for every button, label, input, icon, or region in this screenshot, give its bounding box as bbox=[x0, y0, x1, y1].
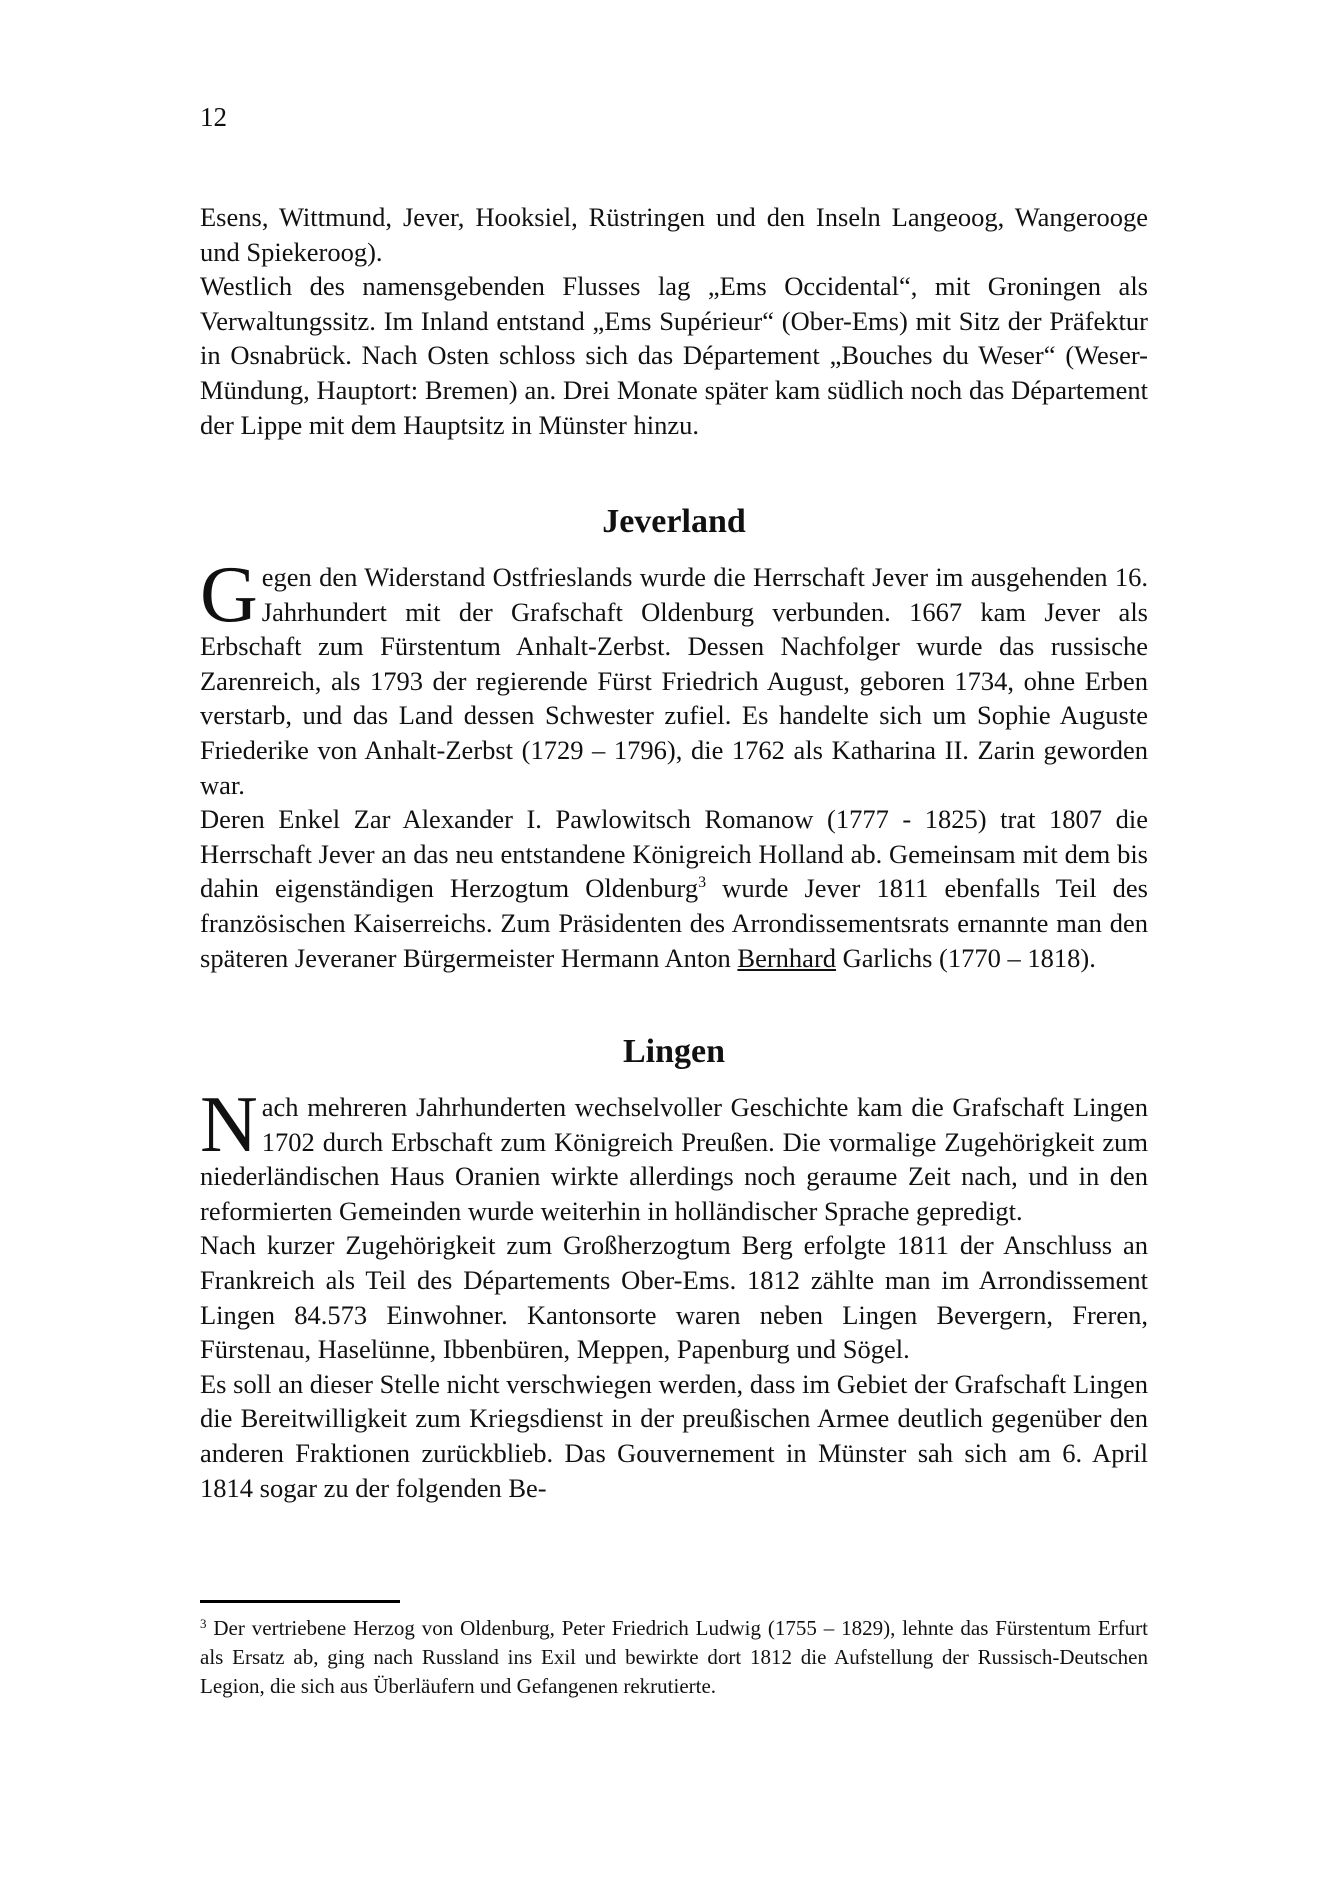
drop-cap: N bbox=[200, 1081, 258, 1169]
section-paragraph bbox=[200, 1081, 1148, 1228]
footnote-3 bbox=[200, 1614, 1148, 1701]
intro-paragraph: Westlich des namensgebenden Flusses lag „Ems Occidental“, mit Groningen als Verwaltungssitz. Im Inland entstand „Ems Supérieur“ (Ober-Ems) mit Sitz der Präfektur in Osnabrück. Nach Osten schloss sich das Département „Bouches du Weser“ (Weser-Mündung, Hauptort: Bremen) an. Drei Monate später kam südlich noch das Département der Lippe mit dem Hauptsitz in Münster hinzu. bbox=[200, 271, 1148, 440]
section-heading-jeverland: Jeverland bbox=[602, 503, 746, 540]
section-paragraph bbox=[200, 551, 1148, 802]
footnote-text: Der vertriebene Herzog von Oldenburg, Peter Friedrich Ludwig (1755 – 1829), lehnte das Fürstentum Erfurt als Ersatz ab, ging nach Russland ins Exil und bewirkte dort 1812 die Aufstellung der Russisch-Deutschen Legion, die sich aus Überläufern und Gefangenen rekrutierte. bbox=[200, 1616, 1148, 1698]
paragraph-text: Garlichs (1770 – 1818). bbox=[836, 942, 1096, 973]
section-heading-lingen: Lingen bbox=[622, 1033, 726, 1070]
footnote-separator bbox=[200, 1600, 400, 1603]
drop-cap: G bbox=[200, 551, 258, 639]
paragraph-text: egen den Widerstand Ostfrieslands wurde die Herrschaft Jever im ausgehenden 16. Jahrhundert mit der Grafschaft Oldenburg verbunden. 1667 kam Jever als Erbschaft zum Fürstentum Anhalt-Zerbst. Dessen Nachfolger wurde das russische Zarenreich, als 1793 der regierende Fürst Friedrich August, geboren 1734, ohne Erben verstarb, und das Land dessen Schwester zufiel. Es handelte sich um Sophie Auguste Friederike von Anhalt-Zerbst (1729 – 1796), die 1762 als Katharina II. Zarin geworden war. bbox=[200, 562, 1148, 800]
section-paragraph: Nach kurzer Zugehörigkeit zum Großherzogtum Berg erfolgte 1811 der Anschluss an Frankreich als Teil des Départements Ober-Ems. 1812 zählte man im Arrondissement Lingen 84.573 Einwohner. Kantonsorte waren neben Lingen Bevergern, Freren, Fürstenau, Haselünne, Ibbenbüren, Meppen, Papenburg und Sögel. bbox=[200, 1230, 1148, 1365]
paragraph-text: Deren Enkel Zar Alexander I. Pawlowitsch Romanow (1777 - 1825) trat 1807 die Herrschaft Jever an das neu entstandene Königreich Holland ab. Gemeinsam mit dem bis dahin eigenständigen Herzogtum Oldenburg bbox=[200, 804, 1148, 904]
section-jeverland-body bbox=[200, 551, 1148, 975]
paragraph-text: ach mehreren Jahrhunderten wechselvoller Geschichte kam die Grafschaft Lingen 1702 durch Erbschaft zum Königreich Preußen. Die vormalige Zugehörigkeit zum niederländischen Haus Oranien wirkte allerdings noch geraume Zeit nach, und in den reformierten Gemeinden wurde weiterhin in holländischer Sprache gepredigt. bbox=[200, 1092, 1148, 1226]
section-lingen-body bbox=[200, 1081, 1148, 1505]
section-paragraph bbox=[200, 802, 1148, 975]
page-number: 12 bbox=[200, 102, 227, 132]
underlined-name: Bernhard bbox=[737, 942, 837, 973]
intro-paragraph: Esens, Wittmund, Jever, Hooksiel, Rüstringen und den Inseln Langeoog, Wangerooge und Spiekeroog). bbox=[200, 202, 1148, 267]
paragraph-text: wurde Jever 1811 ebenfalls Teil des französischen Kaiserreichs. Zum Präsidenten des Arrondissementsrats ernannte man den späteren Jeveraner Bürgermeister Hermann Anton bbox=[200, 873, 1148, 973]
section-paragraph: Es soll an dieser Stelle nicht verschwiegen werden, dass im Gebiet der Grafschaft Lingen die Bereitwilligkeit zum Kriegsdienst in der preußischen Armee deutlich gegenüber den anderen Fraktionen zurückblieb. Das Gouvernement in Münster sah sich am 6. April 1814 sogar zu der folgenden Be- bbox=[200, 1368, 1148, 1503]
footnote-reference[interactable]: 3 bbox=[698, 874, 707, 892]
footnote-marker: 3 bbox=[200, 1616, 207, 1631]
intro-text bbox=[200, 200, 1148, 442]
